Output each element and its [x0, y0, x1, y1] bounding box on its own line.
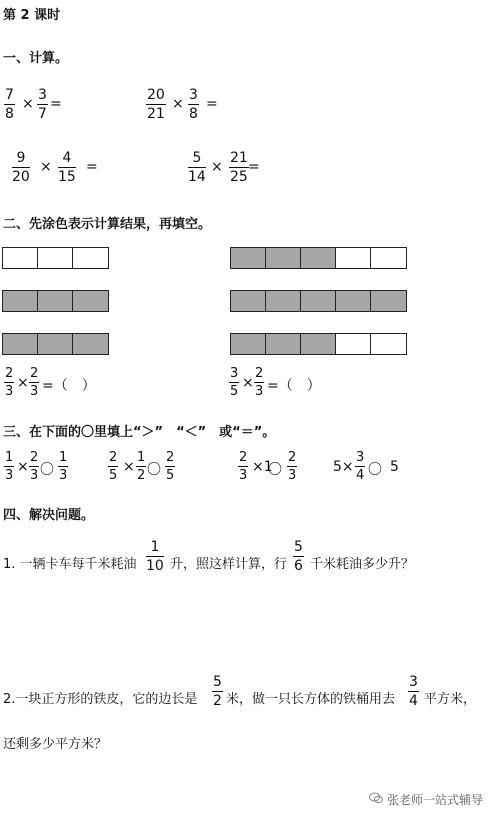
fraction: 3 4	[356, 450, 365, 483]
operator: ×	[22, 96, 34, 112]
question-2-text-c: 平方米，	[424, 692, 477, 707]
shading-grid[interactable]	[230, 247, 407, 269]
shaded-cell[interactable]	[266, 291, 301, 311]
operator: ×	[17, 459, 29, 475]
section-2-heading: 二、先涂色表示计算结果，再填空。	[3, 217, 212, 232]
equals-sign: =	[86, 159, 98, 175]
fraction: 4 15	[58, 150, 76, 185]
operator: ×	[123, 459, 135, 475]
fraction: 2 5	[109, 450, 118, 483]
fraction: 2 5	[166, 450, 175, 483]
empty-cell[interactable]	[336, 248, 371, 268]
equals-sign: =	[50, 96, 62, 112]
shaded-cell[interactable]	[231, 334, 266, 354]
operator: ×	[211, 159, 223, 175]
expression-prefix: 5×	[333, 459, 354, 475]
shaded-cell[interactable]	[301, 334, 336, 354]
shaded-cell[interactable]	[301, 248, 336, 268]
question-2-text-a: 2.一块正方形的铁皮，它的边长是	[3, 692, 198, 707]
compare-circle[interactable]: 〇	[40, 462, 54, 478]
fraction: 2 3	[30, 366, 39, 399]
equals-sign: =	[206, 96, 218, 112]
shaded-cell[interactable]	[38, 291, 73, 311]
fraction: 5 14	[188, 150, 206, 185]
empty-cell[interactable]	[38, 248, 73, 268]
shaded-cell[interactable]	[231, 291, 266, 311]
fraction: 1 3	[5, 450, 14, 483]
shading-grid[interactable]	[2, 290, 109, 312]
shaded-cell[interactable]	[73, 334, 108, 354]
shaded-cell[interactable]	[266, 248, 301, 268]
question-1-text-a: 1. 一辆卡车每千米耗油	[3, 557, 137, 572]
compare-circle[interactable]: 〇	[368, 462, 382, 478]
compare-circle[interactable]: 〇	[268, 462, 282, 478]
fraction: 1 2	[137, 450, 146, 483]
fraction: 20 21	[147, 87, 165, 122]
answer-blank[interactable]: =（ ）	[267, 378, 321, 394]
operator: ×	[172, 96, 184, 112]
expression-suffix: 5	[390, 459, 399, 475]
fraction: 5 6	[294, 539, 303, 574]
operator: ×	[17, 375, 29, 391]
shaded-cell[interactable]	[231, 248, 266, 268]
operator: ×	[40, 159, 52, 175]
fraction: 9 20	[12, 150, 30, 185]
question-1-text-c: 千米耗油多少升？	[310, 557, 415, 572]
lesson-title: 第 2 课时	[3, 8, 61, 23]
watermark-text: 张老师一站式辅导	[387, 793, 484, 807]
answer-blank[interactable]: =（ ）	[42, 378, 96, 394]
shaded-cell[interactable]	[371, 291, 406, 311]
empty-cell[interactable]	[3, 248, 38, 268]
shading-grid[interactable]	[230, 333, 407, 355]
empty-cell[interactable]	[73, 248, 108, 268]
shading-grid[interactable]	[2, 247, 109, 269]
fraction: 3 8	[189, 87, 198, 122]
section-3-heading: 三、在下面的〇里填上“＞” “＜” 或“＝”。	[3, 425, 276, 440]
fraction: 1 3	[59, 450, 68, 483]
fraction: 2 3	[5, 366, 14, 399]
fraction: 21 25	[230, 150, 248, 185]
question-1-text-b: 升，照这样计算，行	[170, 557, 288, 572]
fraction: 3 7	[38, 87, 47, 122]
fraction: 3 4	[409, 674, 418, 709]
shaded-cell[interactable]	[3, 334, 38, 354]
fraction: 3 5	[230, 366, 239, 399]
section-1-heading: 一、计算。	[3, 51, 69, 66]
section-4-heading: 四、解决问题。	[3, 508, 95, 523]
compare-circle[interactable]: 〇	[147, 462, 161, 478]
empty-cell[interactable]	[336, 334, 371, 354]
question-2-text-d: 还剩多少平方米？	[3, 737, 108, 752]
fraction: 7 8	[5, 87, 14, 122]
fraction: 2 3	[30, 450, 39, 483]
empty-cell[interactable]	[371, 334, 406, 354]
fraction: 1 10	[146, 539, 164, 574]
shaded-cell[interactable]	[301, 291, 336, 311]
fraction: 2 3	[255, 366, 264, 399]
equals-sign: =	[248, 159, 260, 175]
fraction: 2 3	[288, 450, 297, 483]
shaded-cell[interactable]	[38, 334, 73, 354]
operator: ×	[242, 375, 254, 391]
shading-grid[interactable]	[230, 290, 407, 312]
shaded-cell[interactable]	[266, 334, 301, 354]
fraction: 5 2	[213, 674, 222, 709]
operator: ×1	[252, 459, 273, 475]
wechat-icon	[369, 792, 383, 804]
shaded-cell[interactable]	[336, 291, 371, 311]
shaded-cell[interactable]	[73, 291, 108, 311]
question-2-text-b: 米，做一只长方体的铁桶用去	[226, 692, 396, 707]
fraction: 2 3	[239, 450, 248, 483]
empty-cell[interactable]	[371, 248, 406, 268]
shaded-cell[interactable]	[3, 291, 38, 311]
shading-grid[interactable]	[2, 333, 109, 355]
